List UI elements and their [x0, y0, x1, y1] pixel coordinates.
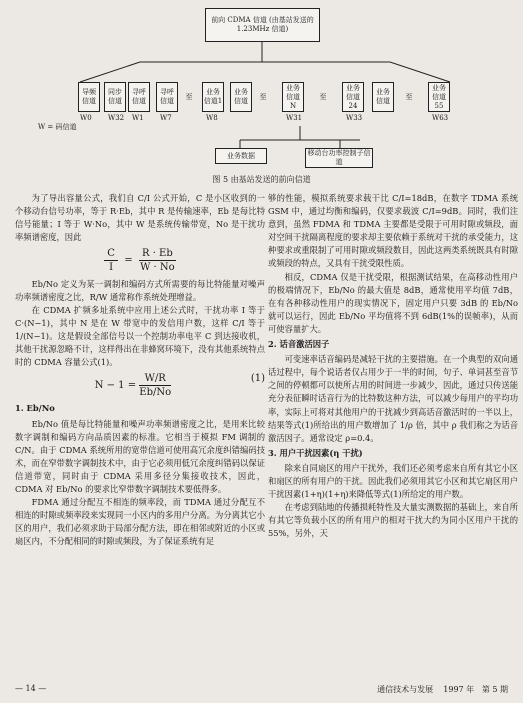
- section-heading: 3. 用户干扰因素(η 干扰): [268, 447, 363, 458]
- formula-ci: $\frac{C}{I}$ = $\frac{R \cdot Eb}{W \cdot No}$: [15, 247, 265, 274]
- ellipsis-label: 至: [405, 92, 413, 101]
- channel-box: 业务信道: [372, 82, 394, 112]
- section-heading: 1. Eb/No: [15, 403, 55, 414]
- walsh-code-label: W7: [160, 114, 172, 122]
- formula-capacity: N − 1 = $\frac{W/R}{Eb/No}$ (1): [94, 373, 265, 399]
- channel-box: 导频信道: [78, 82, 100, 112]
- walsh-code-label: W31: [286, 114, 303, 122]
- channel-box: 业务信道24: [342, 82, 364, 112]
- journal-info: 通信技术与发展 1997 年 第 5 期: [377, 685, 508, 694]
- right-column: [268, 192, 518, 540]
- power-control-box: 移动台功率控制子信道: [305, 148, 373, 168]
- channel-box: 业务信道55: [428, 82, 450, 112]
- channel-box: 业务信道1: [202, 82, 224, 112]
- walsh-code-label: W63: [432, 114, 449, 122]
- walsh-code-label: W0: [80, 114, 92, 122]
- paragraph: Eb/No 定义为某一调制和编码方式所需要的每比特能量对噪声功率频谱密度之比，R/W 通常称作系统处理增益。: [15, 278, 265, 302]
- walsh-legend: W = 码信道: [38, 123, 77, 131]
- paragraph: 可变速率话音编码是减轻干扰的主要措施。在一个典型的双向通话过程中，每个说话者仅占用少于一半的时间，句子、单词甚至音节之间的停顿都可以使所占用的时间进一步减少，因此，通过只传送能充分表征瞬时话音行为的比特数这种方法，可以减少每用户的平均功率，实际上可将对其他用户的干扰减少到高话音激活时的一半以上，结果等式(1)所给出的用户数增加了 1/ρ 倍，其中 ρ 我们称之为话音激活因子。通常设定 ρ=0.4。: [268, 354, 518, 443]
- walsh-code-label: W32: [108, 114, 125, 122]
- ellipsis-label: 至: [259, 92, 267, 101]
- channel-box: 业务信道: [230, 82, 252, 112]
- walsh-code-label: W33: [346, 114, 363, 122]
- traffic-data-box: 业务数据: [215, 148, 267, 164]
- paragraph: 相反，CDMA 仅是干扰受限，根据测试结果，在高移动性用户的极端情况下，Eb/No 的最大值是 8dB，通常使用平均值 7dB，在有各种移动性用户的现实情况下，固定用户只要 3dB 的 Eb/No 就可以运行，因此 Eb/No 平均值将不到 6dB(1%的误帧率)，从而可使容量扩大。: [268, 271, 518, 334]
- page-number: — 14 —: [15, 684, 47, 693]
- paragraph: 在 CDMA 扩频多址系统中应用上述公式时，干扰功率 I 等于 C·(N−1)，其中 N 是在 W 带宽中的发信用户数，这样 C/I 等于 1/(N−1)。这是假设全部信号以一个控制功率电平 C 到达接收机，其他干扰源忽略不计，这样得出在非蜂窝环境下，没有其他系统特点时的 CDMA 容量公式(1)。: [15, 304, 265, 368]
- channel-box: 寻呼信道: [128, 82, 150, 112]
- left-column: [15, 192, 265, 548]
- walsh-code-label: W8: [206, 114, 218, 122]
- paragraph: Eb/No 值是每比特能量和噪声功率频谱密度之比，是用来比较数字调制和编码方向品质因素的标准。它相当于模拟 FM 调制的 C/N。由于 CDMA 系统所用的宽带信道可使用高冗余度纠错编码技术，而在窄带数字调制技术中，由于它必须用低冗余度纠错码以保证信道带宽，同时由于 CDMA 采用多径分集接收技术，因此，CDMA 对 Eb/No 的要求比窄带数字调制技术要低得多。: [15, 418, 265, 494]
- channel-box: 同步信道: [104, 82, 126, 112]
- figure-caption: 图 5 由基站发送的前向信道: [212, 175, 311, 184]
- forward-channel-diagram: [0, 0, 523, 188]
- walsh-code-label: W1: [132, 114, 144, 122]
- top-channel-box: 前向 CDMA 信道 (由基站发送的 1.23MHz 信道): [205, 8, 320, 42]
- channel-box: 业务信道N: [282, 82, 304, 112]
- page-footer: [15, 684, 508, 695]
- ellipsis-label: 至: [185, 92, 193, 101]
- ellipsis-label: 至: [319, 92, 327, 101]
- paragraph: FDMA 通过分配互不相连的频率段，而 TDMA 通过分配互不相连的时隙或频率段来实现同一小区内的多用户分离。为分离其它小区的用户，我们必须求助于局部分配方法，即在相邻或附近的小区或扇区内，不分配相同的时隙或频段，为了保证系统有足: [15, 497, 265, 547]
- section-heading: 2. 话音激活因子: [268, 339, 330, 350]
- paragraph: 为了导出容量公式，我们自 C/I 公式开始，C 是小区收到的一个移动台信号功率，等于 R·Eb，其中 R 是传输速率，Eb 是每比特信号能量；I 等于 W·No，其中 W 是系统传输带宽，No 是干扰功率频谱密度，因此: [15, 193, 265, 243]
- paragraph: 除来自同扇区的用户干扰外，我们还必须考虑来自所有其它小区和扇区的所有用户的干扰。因此我们必须用其它小区和其它扇区用户干扰因素(1+η)(1+η)来降低等式(1)所给定的用户数。: [268, 462, 518, 500]
- channel-box: 寻呼信道: [156, 82, 178, 112]
- paragraph: 在考虑到陆地的传播损耗特性及大量实测数据的基础上，来自所有其它等负载小区的所有用户的相对干扰大约为同小区用户干扰的 55%，另外，天: [268, 502, 518, 539]
- paragraph: 够的性能，模拟系统要求载干比 C/I=18dB，在数字 TDMA 系统 GSM 中，通过均衡和编码，仅要求载波 C/I=9dB。同时，我们注意到，虽然 FDMA 和 TDMA 主要都是受限于可用时隙或频段，面对空间干扰隔离程度的要求却主要依赖于系统对干扰的承受能力，这种要求或重限制了可用时隙或频段数目，因此这两类系统既具有时隙或频段的特点，又具有干扰受限性质。: [268, 193, 518, 269]
